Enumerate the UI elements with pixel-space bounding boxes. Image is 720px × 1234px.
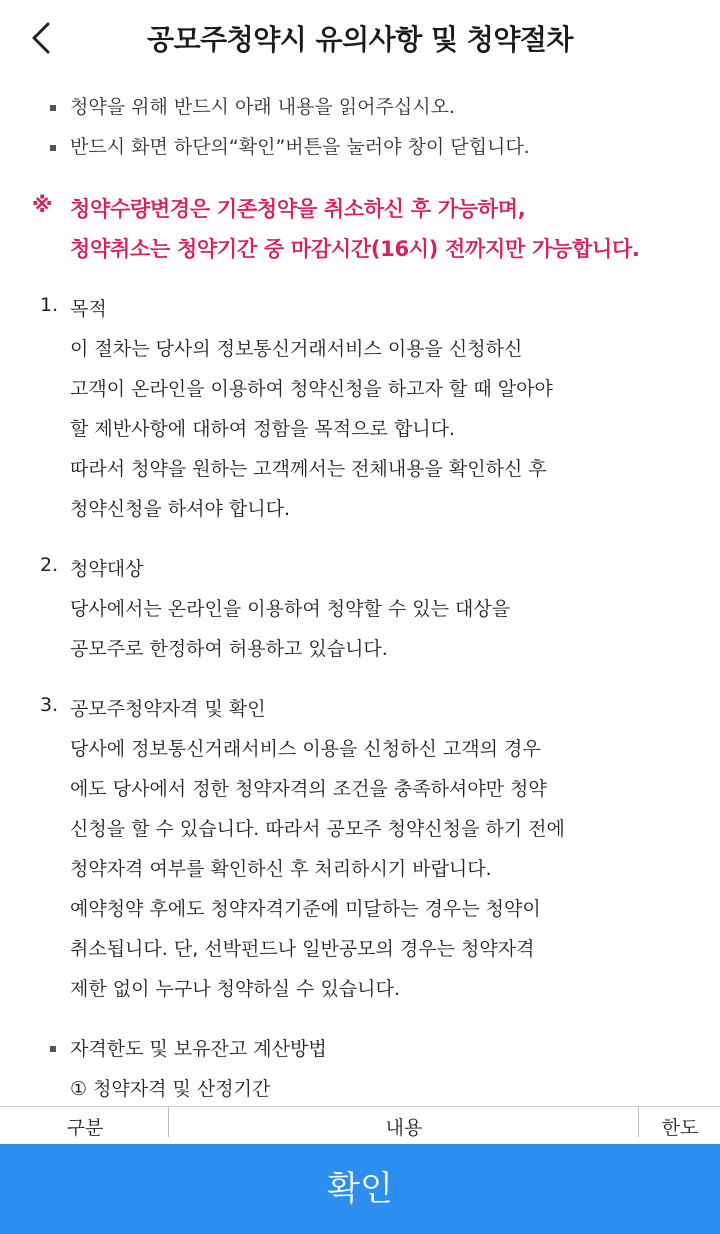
bullet-square bbox=[50, 145, 56, 151]
section-text: 예약청약 후에도 청약자격기준에 미달하는 경우는 청약이 bbox=[70, 898, 541, 920]
section-text: 할 제반사항에 대하여 정함을 목적으로 합니다. bbox=[70, 418, 455, 440]
section-text: 제한 없이 누구나 청약하실 수 있습니다. bbox=[70, 978, 400, 1000]
section-text: 따라서 청약을 원하는 고객께서는 전체내용을 확인하신 후 bbox=[70, 458, 547, 480]
confirm-button[interactable]: 확인 bbox=[0, 1144, 720, 1234]
section-text: 청약신청을 하셔야 합니다. bbox=[70, 498, 291, 520]
warning-line-2: 청약취소는 청약기간 중 마감시간(16시) 전까지만 가능합니다. bbox=[70, 237, 640, 261]
section-text: 신청을 할 수 있습니다. 따라서 공모주 청약신청을 하기 전에 bbox=[70, 818, 565, 840]
section-text: 이 절차는 당사의 정보통신거래서비스 이용을 신청하신 bbox=[70, 338, 523, 360]
section-number: 2. bbox=[40, 554, 59, 576]
section-title: 청약대상 bbox=[70, 558, 144, 580]
section-title: 공모주청약자격 및 확인 bbox=[70, 698, 266, 720]
notice-text: 반드시 화면 하단의“확인”버튼을 눌러야 창이 닫힙니다. bbox=[70, 136, 530, 158]
bullet-square bbox=[50, 1046, 56, 1052]
warning-mark: ※ bbox=[32, 193, 53, 217]
section-number: 3. bbox=[40, 694, 59, 716]
section-text: 취소됩니다. 단, 선박펀드나 일반공모의 경우는 청약자격 bbox=[70, 938, 535, 960]
section-text: 청약자격 여부를 확인하신 후 처리하시기 바랍니다. bbox=[70, 858, 492, 880]
table-divider bbox=[638, 1107, 639, 1137]
section-text: 당사에 정보통신거래서비스 이용을 신청하신 고객의 경우 bbox=[70, 738, 541, 760]
limits-table-header bbox=[0, 1106, 720, 1145]
subsection-title: 자격한도 및 보유잔고 계산방법 bbox=[70, 1038, 327, 1060]
section-text: 당사에서는 온라인을 이용하여 청약할 수 있는 대상을 bbox=[70, 598, 511, 620]
notice-text: 청약을 위해 반드시 아래 내용을 읽어주십시오. bbox=[70, 96, 455, 118]
notice-item bbox=[50, 92, 710, 122]
table-header-limit: 한도 bbox=[661, 1117, 699, 1139]
section-number: 1. bbox=[40, 294, 59, 316]
section-text: 공모주로 한정하여 허용하고 있습니다. bbox=[70, 638, 388, 660]
table-header-content: 내용 bbox=[385, 1117, 423, 1139]
bullet-square bbox=[50, 105, 56, 111]
section-text: 에도 당사에서 정한 청약자격의 조건을 충족하셔야만 청약 bbox=[70, 778, 547, 800]
header-bar bbox=[0, 0, 720, 76]
subsection-item: ① 청약자격 및 산정기간 bbox=[70, 1078, 271, 1100]
page-title: 공모주청약시 유의사항 및 청약절차 bbox=[147, 23, 573, 56]
table-header-category: 구분 bbox=[66, 1117, 104, 1139]
table-divider bbox=[168, 1107, 169, 1137]
scroll-content[interactable] bbox=[0, 80, 720, 1106]
section-text: 고객이 온라인을 이용하여 청약신청을 하고자 할 때 알아야 bbox=[70, 378, 553, 400]
notice-item bbox=[50, 132, 710, 162]
warning-line-1: 청약수량변경은 기존청약을 취소하신 후 가능하며, bbox=[70, 197, 526, 221]
section-title: 목적 bbox=[70, 298, 107, 320]
